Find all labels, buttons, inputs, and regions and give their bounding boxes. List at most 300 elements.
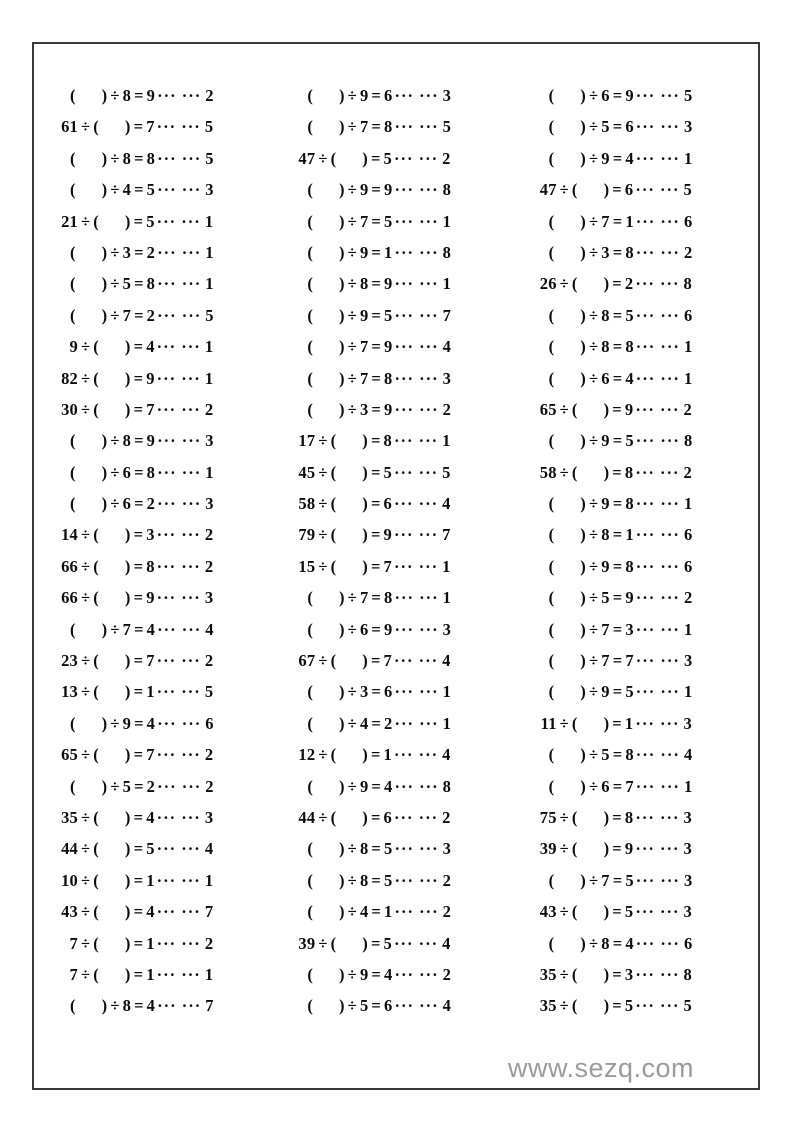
- answer-blank-divisor[interactable]: ( ): [93, 399, 131, 419]
- column-3: [517, 80, 758, 1088]
- answer-blank-divisor[interactable]: ( ): [93, 870, 131, 890]
- problem-row: [56, 771, 214, 802]
- divide-icon: ÷: [347, 870, 357, 890]
- remainder-dots-icon: ··· ···: [157, 242, 202, 262]
- divide-icon: ÷: [589, 776, 599, 796]
- divide-icon: ÷: [81, 745, 91, 765]
- problem-row: [535, 425, 693, 456]
- answer-blank-divisor[interactable]: ( ): [93, 651, 131, 671]
- answer-blank-dividend[interactable]: ( ): [70, 148, 108, 168]
- answer-blank-dividend[interactable]: ( ): [548, 305, 586, 325]
- problem-row: [56, 394, 213, 425]
- remainder-dots-icon: ··· ···: [394, 776, 439, 796]
- remainder-dots-icon: ··· ···: [157, 619, 202, 639]
- answer-blank-dividend[interactable]: ( ): [548, 431, 586, 451]
- column-1: [34, 80, 279, 1088]
- dividend-value: 47: [298, 148, 316, 168]
- answer-blank-dividend[interactable]: ( ): [548, 933, 586, 953]
- divide-icon: ÷: [110, 619, 120, 639]
- dividend-value: 39: [298, 933, 316, 953]
- remainder-value: 5: [442, 462, 451, 482]
- divide-icon: ÷: [110, 86, 120, 105]
- answer-blank-dividend[interactable]: ( ): [548, 86, 586, 105]
- remainder-value: 5: [683, 86, 693, 105]
- divide-icon: ÷: [81, 337, 91, 357]
- problem-row: [535, 268, 692, 299]
- quotient-value: 5: [384, 870, 393, 890]
- remainder-value: 4: [442, 651, 451, 671]
- remainder-value: 1: [442, 588, 452, 608]
- equals-icon: =: [612, 902, 622, 922]
- divide-icon: ÷: [559, 964, 569, 984]
- problem-row: [56, 802, 213, 833]
- answer-blank-divisor[interactable]: ( ): [571, 902, 610, 922]
- answer-blank-divisor[interactable]: ( ): [330, 933, 368, 953]
- divide-icon: ÷: [347, 776, 357, 796]
- answer-blank-dividend[interactable]: ( ): [307, 368, 345, 388]
- dividend-value: 23: [61, 651, 78, 671]
- answer-blank-divisor[interactable]: ( ): [330, 431, 368, 451]
- answer-blank-divisor[interactable]: ( ): [571, 274, 610, 294]
- answer-blank-divisor[interactable]: ( ): [93, 368, 131, 388]
- answer-blank-divisor[interactable]: ( ): [571, 180, 610, 200]
- remainder-dots-icon: ··· ···: [394, 86, 439, 105]
- answer-blank-dividend[interactable]: ( ): [548, 556, 586, 576]
- equals-icon: =: [612, 368, 623, 388]
- quotient-value: 1: [383, 745, 392, 765]
- problem-row: [56, 990, 214, 1021]
- problem-row: [293, 676, 451, 707]
- problem-row: [535, 802, 692, 833]
- problem-row: [293, 425, 450, 456]
- quotient-value: 8: [624, 807, 634, 827]
- dividend-value: 17: [298, 431, 316, 451]
- divisor-value: 9: [601, 148, 610, 168]
- quotient-value: 8: [146, 462, 156, 482]
- answer-blank-dividend[interactable]: ( ): [70, 274, 108, 294]
- divisor-value: 3: [601, 242, 610, 262]
- quotient-value: 9: [146, 368, 155, 388]
- quotient-value: 5: [384, 839, 393, 859]
- answer-blank-divisor[interactable]: ( ): [93, 839, 131, 859]
- divide-icon: ÷: [347, 337, 357, 357]
- equals-icon: =: [612, 462, 622, 482]
- divide-icon: ÷: [81, 399, 91, 419]
- remainder-value: 2: [205, 776, 214, 796]
- answer-blank-dividend[interactable]: ( ): [307, 117, 345, 137]
- remainder-value: 8: [442, 776, 452, 796]
- answer-blank-dividend[interactable]: ( ): [70, 713, 108, 733]
- answer-blank-divisor[interactable]: ( ): [93, 745, 131, 765]
- answer-blank-dividend[interactable]: ( ): [548, 619, 586, 639]
- problem-row: [56, 614, 214, 645]
- divisor-value: 8: [122, 996, 132, 1016]
- remainder-value: 1: [204, 211, 214, 231]
- equals-icon: =: [370, 525, 381, 545]
- divisor-value: 8: [122, 431, 132, 451]
- answer-blank-dividend[interactable]: ( ): [307, 713, 345, 733]
- remainder-value: 2: [204, 745, 214, 765]
- remainder-dots-icon: ··· ···: [156, 211, 201, 231]
- problem-row: [293, 174, 451, 205]
- answer-blank-divisor[interactable]: ( ): [93, 807, 131, 827]
- quotient-value: 1: [624, 713, 634, 733]
- equals-icon: =: [371, 776, 381, 796]
- equals-icon: =: [134, 462, 144, 482]
- answer-blank-dividend[interactable]: ( ): [548, 651, 586, 671]
- problem-row: [293, 206, 451, 237]
- quotient-value: 4: [625, 933, 634, 953]
- equals-icon: =: [370, 933, 381, 953]
- answer-blank-dividend[interactable]: ( ): [548, 211, 586, 231]
- answer-blank-dividend[interactable]: ( ): [548, 242, 586, 262]
- remainder-value: 3: [442, 839, 452, 859]
- dividend-value: 11: [540, 713, 557, 733]
- quotient-value: 8: [383, 431, 392, 451]
- divisor-value: 7: [122, 305, 132, 325]
- divide-icon: ÷: [347, 996, 357, 1016]
- quotient-value: 5: [384, 211, 393, 231]
- divide-icon: ÷: [347, 619, 357, 639]
- answer-blank-divisor[interactable]: ( ): [93, 211, 131, 231]
- answer-blank-dividend[interactable]: ( ): [307, 776, 345, 796]
- answer-blank-dividend[interactable]: ( ): [548, 117, 586, 137]
- answer-blank-divisor[interactable]: ( ): [571, 713, 610, 733]
- divide-icon: ÷: [318, 462, 328, 482]
- divisor-value: 9: [122, 713, 132, 733]
- answer-blank-dividend[interactable]: ( ): [548, 776, 586, 796]
- equals-icon: =: [370, 745, 381, 765]
- answer-blank-divisor[interactable]: ( ): [571, 839, 610, 859]
- quotient-value: 5: [625, 682, 634, 702]
- dividend-value: 35: [539, 996, 557, 1016]
- remainder-dots-icon: ··· ···: [156, 525, 201, 545]
- answer-blank-dividend[interactable]: ( ): [548, 588, 586, 608]
- answer-blank-divisor[interactable]: ( ): [93, 525, 131, 545]
- dividend-value: 30: [61, 399, 78, 419]
- answer-blank-divisor[interactable]: ( ): [571, 399, 610, 419]
- answer-blank-dividend[interactable]: ( ): [548, 870, 586, 890]
- answer-blank-dividend[interactable]: ( ): [307, 305, 345, 325]
- remainder-value: 2: [683, 399, 692, 419]
- answer-blank-dividend[interactable]: ( ): [307, 274, 345, 294]
- problem-row: [535, 331, 693, 362]
- remainder-value: 4: [442, 337, 452, 357]
- equals-icon: =: [612, 494, 623, 514]
- equals-icon: =: [612, 180, 622, 200]
- divide-icon: ÷: [81, 117, 91, 137]
- divide-icon: ÷: [589, 148, 599, 168]
- answer-blank-divisor[interactable]: ( ): [330, 651, 368, 671]
- equals-icon: =: [612, 86, 623, 105]
- quotient-value: 5: [383, 462, 392, 482]
- dividend-value: 13: [61, 682, 78, 702]
- remainder-dots-icon: ··· ···: [156, 588, 201, 608]
- quotient-value: 6: [384, 996, 393, 1016]
- answer-blank-dividend[interactable]: ( ): [307, 180, 345, 200]
- remainder-dots-icon: ··· ···: [156, 839, 201, 859]
- answer-blank-dividend[interactable]: ( ): [70, 242, 108, 262]
- problem-row: [535, 363, 693, 394]
- answer-blank-divisor[interactable]: ( ): [93, 902, 131, 922]
- divide-icon: ÷: [559, 807, 569, 827]
- answer-blank-divisor[interactable]: ( ): [330, 494, 368, 514]
- divisor-value: 9: [601, 494, 610, 514]
- answer-blank-dividend[interactable]: ( ): [70, 431, 108, 451]
- remainder-dots-icon: ··· ···: [157, 713, 202, 733]
- answer-blank-dividend[interactable]: ( ): [548, 148, 586, 168]
- divide-icon: ÷: [347, 713, 357, 733]
- equals-icon: =: [371, 337, 381, 357]
- problem-row: [56, 488, 214, 519]
- divisor-value: 9: [601, 682, 610, 702]
- problem-columns-container: [34, 44, 758, 1088]
- answer-blank-dividend[interactable]: ( ): [307, 996, 345, 1016]
- remainder-value: 5: [683, 996, 692, 1016]
- problem-row: [535, 174, 692, 205]
- quotient-value: 6: [625, 117, 634, 137]
- remainder-value: 3: [683, 651, 693, 671]
- remainder-dots-icon: ··· ···: [394, 211, 439, 231]
- remainder-value: 1: [683, 776, 693, 796]
- answer-blank-divisor[interactable]: ( ): [330, 148, 368, 168]
- problem-row: [293, 928, 450, 959]
- remainder-dots-icon: ··· ···: [635, 117, 680, 137]
- answer-blank-dividend[interactable]: ( ): [70, 996, 108, 1016]
- remainder-value: 1: [205, 462, 214, 482]
- answer-blank-dividend[interactable]: ( ): [307, 211, 345, 231]
- answer-blank-dividend[interactable]: ( ): [548, 745, 586, 765]
- equals-icon: =: [133, 399, 144, 419]
- divide-icon: ÷: [81, 870, 91, 890]
- answer-blank-dividend[interactable]: ( ): [307, 588, 345, 608]
- remainder-dots-icon: ··· ···: [635, 462, 680, 482]
- remainder-value: 2: [204, 399, 214, 419]
- divisor-value: 6: [122, 494, 132, 514]
- divisor-value: 4: [359, 902, 369, 922]
- answer-blank-divisor[interactable]: ( ): [330, 807, 368, 827]
- quotient-value: 8: [146, 148, 156, 168]
- equals-icon: =: [133, 651, 144, 671]
- divide-icon: ÷: [81, 556, 91, 576]
- answer-blank-divisor[interactable]: ( ): [93, 117, 131, 137]
- remainder-dots-icon: ··· ···: [635, 431, 680, 451]
- problem-row: [293, 959, 451, 990]
- dividend-value: 43: [539, 902, 557, 922]
- equals-icon: =: [612, 682, 623, 702]
- divide-icon: ÷: [81, 211, 91, 231]
- answer-blank-dividend[interactable]: ( ): [307, 242, 345, 262]
- remainder-dots-icon: ··· ···: [156, 902, 201, 922]
- divide-icon: ÷: [81, 839, 91, 859]
- dividend-value: 58: [539, 462, 557, 482]
- answer-blank-divisor[interactable]: ( ): [93, 337, 131, 357]
- answer-blank-divisor[interactable]: ( ): [330, 525, 368, 545]
- problem-row: [293, 457, 450, 488]
- remainder-value: 6: [683, 525, 693, 545]
- answer-blank-dividend[interactable]: ( ): [307, 839, 345, 859]
- divide-icon: ÷: [559, 996, 569, 1016]
- quotient-value: 7: [146, 651, 155, 671]
- problem-row: [293, 394, 451, 425]
- problem-row: [535, 237, 693, 268]
- answer-blank-dividend[interactable]: ( ): [70, 305, 108, 325]
- remainder-value: 2: [442, 964, 452, 984]
- problem-row: [56, 80, 214, 111]
- remainder-dots-icon: ··· ···: [156, 556, 201, 576]
- answer-blank-dividend[interactable]: ( ): [307, 619, 345, 639]
- quotient-value: 4: [146, 807, 155, 827]
- divisor-value: 8: [122, 86, 132, 105]
- problem-row: [293, 614, 451, 645]
- dividend-value: 12: [298, 745, 316, 765]
- equals-icon: =: [371, 588, 381, 608]
- quotient-value: 4: [625, 368, 634, 388]
- remainder-dots-icon: ··· ···: [156, 870, 201, 890]
- answer-blank-dividend[interactable]: ( ): [307, 870, 345, 890]
- answer-blank-divisor[interactable]: ( ): [330, 745, 368, 765]
- answer-blank-dividend[interactable]: ( ): [548, 682, 586, 702]
- divide-icon: ÷: [347, 274, 357, 294]
- divisor-value: 5: [122, 776, 132, 796]
- remainder-value: 2: [683, 242, 693, 262]
- remainder-value: 6: [683, 305, 693, 325]
- answer-blank-dividend[interactable]: ( ): [307, 902, 345, 922]
- answer-blank-divisor[interactable]: ( ): [571, 996, 610, 1016]
- answer-blank-dividend[interactable]: ( ): [70, 619, 108, 639]
- remainder-value: 5: [204, 682, 214, 702]
- quotient-value: 7: [625, 776, 634, 796]
- dividend-value: 79: [298, 525, 316, 545]
- remainder-value: 8: [442, 242, 452, 262]
- divisor-value: 7: [601, 870, 610, 890]
- remainder-value: 1: [204, 368, 214, 388]
- problem-row: [56, 331, 213, 362]
- answer-blank-dividend[interactable]: ( ): [307, 682, 345, 702]
- remainder-dots-icon: ··· ···: [394, 399, 439, 419]
- remainder-value: 1: [204, 337, 214, 357]
- equals-icon: =: [133, 337, 144, 357]
- divide-icon: ÷: [589, 870, 599, 890]
- answer-blank-dividend[interactable]: ( ): [307, 86, 345, 105]
- remainder-value: 6: [683, 933, 693, 953]
- equals-icon: =: [371, 713, 381, 733]
- quotient-value: 9: [146, 86, 156, 105]
- quotient-value: 1: [146, 682, 155, 702]
- divide-icon: ÷: [110, 462, 120, 482]
- answer-blank-dividend[interactable]: ( ): [70, 180, 108, 200]
- divide-icon: ÷: [81, 964, 91, 984]
- divide-icon: ÷: [81, 933, 91, 953]
- remainder-dots-icon: ··· ···: [635, 274, 680, 294]
- problem-row: [56, 645, 213, 676]
- quotient-value: 9: [384, 399, 393, 419]
- dividend-value: 9: [69, 337, 78, 357]
- equals-icon: =: [134, 86, 144, 105]
- problem-row: [293, 363, 451, 394]
- answer-blank-divisor[interactable]: ( ): [93, 933, 131, 953]
- dividend-value: 66: [61, 588, 78, 608]
- remainder-value: 3: [204, 807, 214, 827]
- equals-icon: =: [612, 870, 623, 890]
- divide-icon: ÷: [110, 713, 120, 733]
- divisor-value: 7: [601, 619, 610, 639]
- answer-blank-dividend[interactable]: ( ): [548, 494, 586, 514]
- divisor-value: 5: [122, 274, 132, 294]
- equals-icon: =: [134, 713, 144, 733]
- answer-blank-dividend[interactable]: ( ): [548, 525, 586, 545]
- remainder-value: 7: [442, 305, 452, 325]
- problem-row: [56, 676, 213, 707]
- problem-row: [535, 80, 693, 111]
- answer-blank-dividend[interactable]: ( ): [548, 368, 586, 388]
- quotient-value: 9: [624, 839, 634, 859]
- divide-icon: ÷: [589, 337, 599, 357]
- divide-icon: ÷: [559, 180, 569, 200]
- problem-row: [293, 551, 450, 582]
- remainder-value: 5: [442, 117, 452, 137]
- remainder-dots-icon: ··· ···: [635, 556, 680, 576]
- equals-icon: =: [133, 588, 144, 608]
- answer-blank-divisor[interactable]: ( ): [93, 556, 131, 576]
- remainder-dots-icon: ··· ···: [394, 462, 439, 482]
- divide-icon: ÷: [589, 431, 599, 451]
- equals-icon: =: [133, 839, 144, 859]
- divisor-value: 6: [359, 619, 369, 639]
- remainder-value: 2: [442, 870, 452, 890]
- remainder-value: 5: [205, 148, 214, 168]
- answer-blank-dividend[interactable]: ( ): [70, 776, 108, 796]
- answer-blank-divisor[interactable]: ( ): [571, 462, 610, 482]
- answer-blank-dividend[interactable]: ( ): [307, 337, 345, 357]
- remainder-dots-icon: ··· ···: [635, 870, 680, 890]
- remainder-dots-icon: ··· ···: [635, 211, 680, 231]
- remainder-value: 3: [683, 839, 692, 859]
- remainder-value: 1: [683, 619, 693, 639]
- equals-icon: =: [371, 180, 381, 200]
- remainder-value: 3: [205, 494, 214, 514]
- remainder-dots-icon: ··· ···: [635, 933, 680, 953]
- quotient-value: 2: [624, 274, 634, 294]
- problem-row: [56, 111, 213, 142]
- answer-blank-dividend[interactable]: ( ): [70, 86, 108, 105]
- answer-blank-dividend[interactable]: ( ): [548, 337, 586, 357]
- answer-blank-divisor[interactable]: ( ): [330, 462, 368, 482]
- dividend-value: 35: [61, 807, 78, 827]
- dividend-value: 65: [539, 399, 557, 419]
- answer-blank-divisor[interactable]: ( ): [330, 556, 368, 576]
- answer-blank-divisor[interactable]: ( ): [93, 588, 131, 608]
- remainder-value: 1: [683, 682, 693, 702]
- answer-blank-dividend[interactable]: ( ): [70, 462, 108, 482]
- answer-blank-divisor[interactable]: ( ): [571, 807, 610, 827]
- quotient-value: 8: [625, 242, 634, 262]
- answer-blank-dividend[interactable]: ( ): [307, 964, 345, 984]
- answer-blank-divisor[interactable]: ( ): [571, 964, 610, 984]
- problem-row: [535, 206, 693, 237]
- divide-icon: ÷: [81, 902, 91, 922]
- divide-icon: ÷: [347, 588, 357, 608]
- answer-blank-dividend[interactable]: ( ): [70, 494, 108, 514]
- divisor-value: 8: [601, 525, 610, 545]
- answer-blank-dividend[interactable]: ( ): [307, 399, 345, 419]
- answer-blank-divisor[interactable]: ( ): [93, 964, 131, 984]
- remainder-value: 1: [204, 964, 214, 984]
- answer-blank-divisor[interactable]: ( ): [93, 682, 131, 702]
- equals-icon: =: [612, 776, 623, 796]
- equals-icon: =: [612, 996, 622, 1016]
- problem-row: [293, 865, 451, 896]
